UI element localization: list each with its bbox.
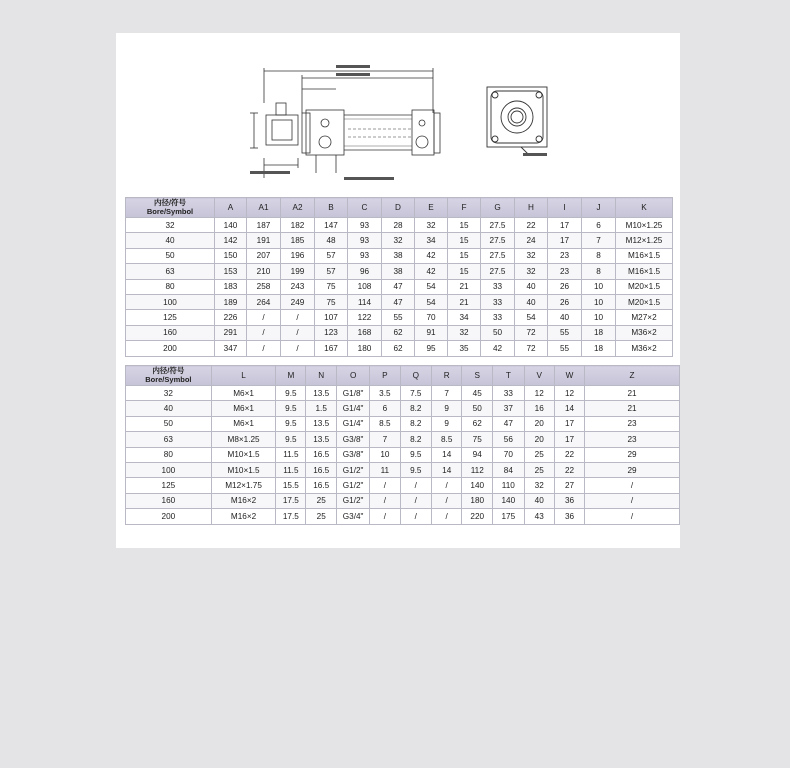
value-cell: 21 bbox=[448, 279, 481, 294]
bore-cell: 50 bbox=[126, 248, 215, 263]
value-cell: 36 bbox=[554, 493, 584, 508]
value-cell: 3.5 bbox=[370, 386, 400, 401]
value-cell: 54 bbox=[415, 279, 448, 294]
bore-cell: 125 bbox=[126, 310, 215, 325]
value-cell: G1/4" bbox=[337, 416, 370, 431]
value-cell: 18 bbox=[582, 341, 616, 356]
column-header: P bbox=[370, 366, 400, 386]
value-cell: / bbox=[400, 509, 431, 524]
column-header: W bbox=[554, 366, 584, 386]
value-cell: 17 bbox=[554, 416, 584, 431]
value-cell: 122 bbox=[348, 310, 382, 325]
value-cell: 40 bbox=[515, 279, 548, 294]
value-cell: 26 bbox=[548, 294, 582, 309]
value-cell: / bbox=[431, 478, 461, 493]
value-cell: 10 bbox=[582, 310, 616, 325]
column-header: Z bbox=[585, 366, 680, 386]
value-cell: 10 bbox=[582, 279, 616, 294]
value-cell: 45 bbox=[462, 386, 493, 401]
value-cell: 11 bbox=[370, 462, 400, 477]
column-header: R bbox=[431, 366, 461, 386]
value-cell: 226 bbox=[215, 310, 247, 325]
column-header: A1 bbox=[247, 198, 281, 218]
value-cell: 38 bbox=[382, 248, 415, 263]
value-cell: G1/4" bbox=[337, 401, 370, 416]
value-cell: G1/8" bbox=[337, 386, 370, 401]
value-cell: 50 bbox=[481, 325, 515, 340]
value-cell: 21 bbox=[585, 386, 680, 401]
value-cell: 40 bbox=[515, 294, 548, 309]
value-cell: 32 bbox=[415, 218, 448, 233]
value-cell: M6×1 bbox=[211, 401, 276, 416]
value-cell: 9.5 bbox=[276, 432, 306, 447]
value-cell: 180 bbox=[348, 341, 382, 356]
value-cell: 16.5 bbox=[306, 462, 337, 477]
value-cell: 93 bbox=[348, 248, 382, 263]
value-cell: 25 bbox=[524, 462, 554, 477]
value-cell: G1/2" bbox=[337, 493, 370, 508]
value-cell: 17 bbox=[548, 218, 582, 233]
value-cell: M6×1 bbox=[211, 416, 276, 431]
value-cell: 32 bbox=[515, 248, 548, 263]
value-cell: 249 bbox=[281, 294, 315, 309]
value-cell: 15 bbox=[448, 264, 481, 279]
bore-symbol-header: 内径/符号 Bore/Symbol bbox=[126, 366, 212, 386]
bore-cell: 32 bbox=[126, 218, 215, 233]
value-cell: 32 bbox=[524, 478, 554, 493]
bore-cell: 200 bbox=[126, 509, 212, 524]
column-header: L bbox=[211, 366, 276, 386]
value-cell: 93 bbox=[348, 233, 382, 248]
value-cell: 23 bbox=[548, 264, 582, 279]
bore-cell: 63 bbox=[126, 264, 215, 279]
bore-cell: 160 bbox=[126, 493, 212, 508]
value-cell: 62 bbox=[382, 325, 415, 340]
value-cell: G1/2" bbox=[337, 478, 370, 493]
value-cell: 33 bbox=[481, 279, 515, 294]
value-cell: 55 bbox=[548, 341, 582, 356]
value-cell: / bbox=[431, 509, 461, 524]
value-cell: 207 bbox=[247, 248, 281, 263]
value-cell: 182 bbox=[281, 218, 315, 233]
column-header: F bbox=[448, 198, 481, 218]
value-cell: 9 bbox=[431, 401, 461, 416]
column-header: V bbox=[524, 366, 554, 386]
value-cell: 32 bbox=[515, 264, 548, 279]
value-cell: 54 bbox=[415, 294, 448, 309]
value-cell: 55 bbox=[548, 325, 582, 340]
value-cell: 7 bbox=[431, 386, 461, 401]
value-cell: 56 bbox=[493, 432, 525, 447]
value-cell: M20×1.5 bbox=[616, 279, 673, 294]
value-cell: 180 bbox=[462, 493, 493, 508]
value-cell: 8.2 bbox=[400, 416, 431, 431]
value-cell: 29 bbox=[585, 447, 680, 462]
end-view-drawing bbox=[481, 83, 561, 163]
value-cell: 15.5 bbox=[276, 478, 306, 493]
value-cell: 123 bbox=[315, 325, 348, 340]
value-cell: 34 bbox=[415, 233, 448, 248]
value-cell: 8.5 bbox=[431, 432, 461, 447]
value-cell: 13.5 bbox=[306, 386, 337, 401]
table-row bbox=[126, 386, 680, 401]
value-cell: G1/2" bbox=[337, 462, 370, 477]
value-cell: 26 bbox=[548, 279, 582, 294]
value-cell: 42 bbox=[481, 341, 515, 356]
value-cell: 17 bbox=[548, 233, 582, 248]
column-header: K bbox=[616, 198, 673, 218]
value-cell: 29 bbox=[585, 462, 680, 477]
value-cell: 6 bbox=[582, 218, 616, 233]
value-cell: 84 bbox=[493, 462, 525, 477]
column-header: S bbox=[462, 366, 493, 386]
value-cell: 1.5 bbox=[306, 401, 337, 416]
value-cell: 183 bbox=[215, 279, 247, 294]
value-cell: 108 bbox=[348, 279, 382, 294]
value-cell: / bbox=[431, 493, 461, 508]
bore-cell: 63 bbox=[126, 432, 212, 447]
value-cell: 140 bbox=[215, 218, 247, 233]
value-cell: 7 bbox=[582, 233, 616, 248]
value-cell: 21 bbox=[585, 401, 680, 416]
value-cell: 13.5 bbox=[306, 432, 337, 447]
value-cell: 14 bbox=[431, 462, 461, 477]
value-cell: 142 bbox=[215, 233, 247, 248]
table-row bbox=[126, 341, 673, 356]
value-cell: 9 bbox=[431, 416, 461, 431]
value-cell: 7 bbox=[370, 432, 400, 447]
value-cell: G3/8" bbox=[337, 447, 370, 462]
value-cell: 23 bbox=[548, 248, 582, 263]
value-cell: 13.5 bbox=[306, 416, 337, 431]
value-cell: 33 bbox=[493, 386, 525, 401]
value-cell: / bbox=[400, 493, 431, 508]
value-cell: 42 bbox=[415, 248, 448, 263]
value-cell: 8 bbox=[582, 248, 616, 263]
value-cell: 32 bbox=[448, 325, 481, 340]
value-cell: 95 bbox=[415, 341, 448, 356]
value-cell: 9.5 bbox=[400, 447, 431, 462]
value-cell: 62 bbox=[462, 416, 493, 431]
value-cell: 9.5 bbox=[276, 416, 306, 431]
value-cell: 54 bbox=[515, 310, 548, 325]
table-header-row bbox=[126, 198, 673, 218]
value-cell: M16×2 bbox=[211, 509, 276, 524]
table-row bbox=[126, 432, 680, 447]
value-cell: 11.5 bbox=[276, 447, 306, 462]
bore-cell: 80 bbox=[126, 447, 212, 462]
column-header: O bbox=[337, 366, 370, 386]
value-cell: 22 bbox=[554, 462, 584, 477]
value-cell: 175 bbox=[493, 509, 525, 524]
dimension-table-1 bbox=[125, 197, 673, 357]
value-cell: 75 bbox=[315, 279, 348, 294]
table-row bbox=[126, 310, 673, 325]
table-row bbox=[126, 233, 673, 248]
column-header: M bbox=[276, 366, 306, 386]
value-cell: 10 bbox=[370, 447, 400, 462]
column-header: I bbox=[548, 198, 582, 218]
value-cell: 96 bbox=[348, 264, 382, 279]
value-cell: 189 bbox=[215, 294, 247, 309]
value-cell: 107 bbox=[315, 310, 348, 325]
value-cell: 33 bbox=[481, 310, 515, 325]
table-row bbox=[126, 509, 680, 524]
value-cell: 14 bbox=[554, 401, 584, 416]
value-cell: 112 bbox=[462, 462, 493, 477]
value-cell: 50 bbox=[462, 401, 493, 416]
value-cell: 110 bbox=[493, 478, 525, 493]
value-cell: 43 bbox=[524, 509, 554, 524]
value-cell: 18 bbox=[582, 325, 616, 340]
value-cell: 20 bbox=[524, 432, 554, 447]
bore-cell: 160 bbox=[126, 325, 215, 340]
value-cell: 23 bbox=[585, 416, 680, 431]
column-header: D bbox=[382, 198, 415, 218]
column-header: C bbox=[348, 198, 382, 218]
value-cell: M12×1.75 bbox=[211, 478, 276, 493]
value-cell: 140 bbox=[462, 478, 493, 493]
value-cell: 25 bbox=[306, 509, 337, 524]
value-cell: 40 bbox=[524, 493, 554, 508]
value-cell: 27.5 bbox=[481, 264, 515, 279]
value-cell: 36 bbox=[554, 509, 584, 524]
value-cell: 191 bbox=[247, 233, 281, 248]
dimension-table-2 bbox=[125, 365, 680, 525]
value-cell: 15 bbox=[448, 218, 481, 233]
value-cell: 168 bbox=[348, 325, 382, 340]
table-header-row bbox=[126, 366, 680, 386]
value-cell: 196 bbox=[281, 248, 315, 263]
value-cell: M27×2 bbox=[616, 310, 673, 325]
column-header: B bbox=[315, 198, 348, 218]
value-cell: 93 bbox=[348, 218, 382, 233]
table-row bbox=[126, 248, 673, 263]
bore-cell: 50 bbox=[126, 416, 212, 431]
value-cell: G3/4" bbox=[337, 509, 370, 524]
value-cell: M12×1.25 bbox=[616, 233, 673, 248]
value-cell: M6×1 bbox=[211, 386, 276, 401]
value-cell: 94 bbox=[462, 447, 493, 462]
column-header: J bbox=[582, 198, 616, 218]
value-cell: 185 bbox=[281, 233, 315, 248]
value-cell: G3/8" bbox=[337, 432, 370, 447]
value-cell: 9.5 bbox=[400, 462, 431, 477]
value-cell: 220 bbox=[462, 509, 493, 524]
value-cell: 34 bbox=[448, 310, 481, 325]
value-cell: 8.5 bbox=[370, 416, 400, 431]
value-cell: 35 bbox=[448, 341, 481, 356]
value-cell: / bbox=[281, 325, 315, 340]
value-cell: 32 bbox=[382, 233, 415, 248]
value-cell: 23 bbox=[585, 432, 680, 447]
value-cell: 57 bbox=[315, 248, 348, 263]
value-cell: / bbox=[281, 341, 315, 356]
table-row bbox=[126, 294, 673, 309]
value-cell: 17.5 bbox=[276, 493, 306, 508]
value-cell: 16 bbox=[524, 401, 554, 416]
value-cell: 8.2 bbox=[400, 432, 431, 447]
value-cell: 187 bbox=[247, 218, 281, 233]
value-cell: / bbox=[247, 310, 281, 325]
value-cell: 114 bbox=[348, 294, 382, 309]
value-cell: 291 bbox=[215, 325, 247, 340]
value-cell: 40 bbox=[548, 310, 582, 325]
value-cell: / bbox=[370, 493, 400, 508]
value-cell: 8 bbox=[582, 264, 616, 279]
value-cell: / bbox=[585, 509, 680, 524]
column-header: N bbox=[306, 366, 337, 386]
value-cell: 62 bbox=[382, 341, 415, 356]
value-cell: 22 bbox=[554, 447, 584, 462]
table-row bbox=[126, 462, 680, 477]
table-row bbox=[126, 218, 673, 233]
column-header: H bbox=[515, 198, 548, 218]
value-cell: 47 bbox=[382, 279, 415, 294]
value-cell: 17 bbox=[554, 432, 584, 447]
bore-cell: 125 bbox=[126, 478, 212, 493]
value-cell: 42 bbox=[415, 264, 448, 279]
value-cell: 17.5 bbox=[276, 509, 306, 524]
value-cell: 21 bbox=[448, 294, 481, 309]
value-cell: 70 bbox=[493, 447, 525, 462]
value-cell: / bbox=[585, 478, 680, 493]
value-cell: 347 bbox=[215, 341, 247, 356]
value-cell: 167 bbox=[315, 341, 348, 356]
value-cell: 27.5 bbox=[481, 218, 515, 233]
value-cell: 243 bbox=[281, 279, 315, 294]
bore-cell: 32 bbox=[126, 386, 212, 401]
value-cell: 33 bbox=[481, 294, 515, 309]
side-view-drawing bbox=[236, 53, 456, 193]
value-cell: M10×1.5 bbox=[211, 462, 276, 477]
value-cell: 11.5 bbox=[276, 462, 306, 477]
value-cell: 153 bbox=[215, 264, 247, 279]
table-row bbox=[126, 447, 680, 462]
value-cell: 9.5 bbox=[276, 401, 306, 416]
table-row bbox=[126, 401, 680, 416]
value-cell: 28 bbox=[382, 218, 415, 233]
value-cell: 147 bbox=[315, 218, 348, 233]
cylinder-drawing bbox=[116, 33, 680, 193]
value-cell: 12 bbox=[524, 386, 554, 401]
value-cell: 22 bbox=[515, 218, 548, 233]
value-cell: / bbox=[247, 325, 281, 340]
bore-cell: 40 bbox=[126, 401, 212, 416]
value-cell: 75 bbox=[315, 294, 348, 309]
value-cell: 27 bbox=[554, 478, 584, 493]
value-cell: M16×2 bbox=[211, 493, 276, 508]
value-cell: 57 bbox=[315, 264, 348, 279]
value-cell: M16×1.5 bbox=[616, 264, 673, 279]
value-cell: 140 bbox=[493, 493, 525, 508]
value-cell: / bbox=[400, 478, 431, 493]
bore-cell: 100 bbox=[126, 294, 215, 309]
value-cell: 47 bbox=[382, 294, 415, 309]
table-row bbox=[126, 493, 680, 508]
value-cell: 7.5 bbox=[400, 386, 431, 401]
value-cell: 15 bbox=[448, 233, 481, 248]
value-cell: 38 bbox=[382, 264, 415, 279]
column-header: G bbox=[481, 198, 515, 218]
column-header: E bbox=[415, 198, 448, 218]
value-cell: 55 bbox=[382, 310, 415, 325]
value-cell: / bbox=[281, 310, 315, 325]
value-cell: 264 bbox=[247, 294, 281, 309]
table-row bbox=[126, 279, 673, 294]
value-cell: M8×1.25 bbox=[211, 432, 276, 447]
value-cell: 48 bbox=[315, 233, 348, 248]
value-cell: M36×2 bbox=[616, 341, 673, 356]
value-cell: / bbox=[370, 509, 400, 524]
value-cell: 72 bbox=[515, 325, 548, 340]
value-cell: M16×1.5 bbox=[616, 248, 673, 263]
spec-sheet bbox=[116, 33, 680, 548]
value-cell: M36×2 bbox=[616, 325, 673, 340]
value-cell: 27.5 bbox=[481, 233, 515, 248]
value-cell: 258 bbox=[247, 279, 281, 294]
value-cell: 20 bbox=[524, 416, 554, 431]
value-cell: 27.5 bbox=[481, 248, 515, 263]
bore-cell: 200 bbox=[126, 341, 215, 356]
table-row bbox=[126, 416, 680, 431]
value-cell: 24 bbox=[515, 233, 548, 248]
value-cell: / bbox=[247, 341, 281, 356]
value-cell: 25 bbox=[306, 493, 337, 508]
value-cell: / bbox=[370, 478, 400, 493]
column-header: Q bbox=[400, 366, 431, 386]
column-header: A bbox=[215, 198, 247, 218]
table-row bbox=[126, 264, 673, 279]
value-cell: 6 bbox=[370, 401, 400, 416]
bore-cell: 80 bbox=[126, 279, 215, 294]
table-row bbox=[126, 478, 680, 493]
value-cell: 70 bbox=[415, 310, 448, 325]
value-cell: 91 bbox=[415, 325, 448, 340]
value-cell: 72 bbox=[515, 341, 548, 356]
value-cell: 16.5 bbox=[306, 447, 337, 462]
value-cell: M10×1.5 bbox=[211, 447, 276, 462]
value-cell: 14 bbox=[431, 447, 461, 462]
value-cell: 210 bbox=[247, 264, 281, 279]
value-cell: 8.2 bbox=[400, 401, 431, 416]
value-cell: 37 bbox=[493, 401, 525, 416]
value-cell: 75 bbox=[462, 432, 493, 447]
column-header: T bbox=[493, 366, 525, 386]
value-cell: 16.5 bbox=[306, 478, 337, 493]
value-cell: / bbox=[585, 493, 680, 508]
value-cell: M20×1.5 bbox=[616, 294, 673, 309]
value-cell: 25 bbox=[524, 447, 554, 462]
column-header: A2 bbox=[281, 198, 315, 218]
value-cell: 47 bbox=[493, 416, 525, 431]
value-cell: 150 bbox=[215, 248, 247, 263]
bore-cell: 100 bbox=[126, 462, 212, 477]
table-row bbox=[126, 325, 673, 340]
bore-cell: 40 bbox=[126, 233, 215, 248]
value-cell: 9.5 bbox=[276, 386, 306, 401]
value-cell: 199 bbox=[281, 264, 315, 279]
value-cell: 15 bbox=[448, 248, 481, 263]
bore-symbol-header: 内径/符号 Bore/Symbol bbox=[126, 198, 215, 218]
value-cell: M10×1.25 bbox=[616, 218, 673, 233]
value-cell: 12 bbox=[554, 386, 584, 401]
value-cell: 10 bbox=[582, 294, 616, 309]
